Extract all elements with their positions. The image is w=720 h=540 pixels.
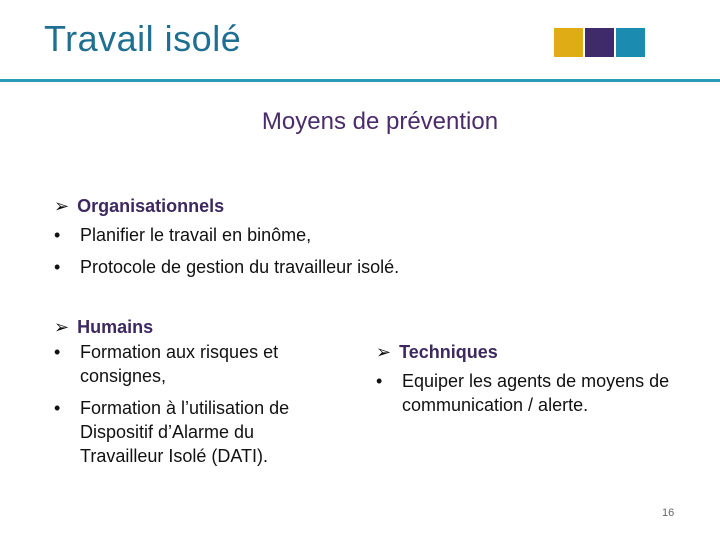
heading-text: Organisationnels — [77, 196, 225, 216]
brand-square-yellow — [554, 28, 583, 57]
slide-title: Travail isolé — [44, 18, 242, 59]
section-organisational — [54, 196, 694, 279]
section-heading — [54, 317, 324, 338]
arrow-marker-icon: ➢ — [376, 342, 392, 362]
list-item — [54, 255, 694, 279]
brand-square-teal — [616, 28, 645, 57]
brand-squares — [554, 28, 645, 57]
bullet-icon: • — [54, 225, 61, 245]
list-item-text: Equiper les agents de moyens de communication / alerte. — [402, 371, 670, 415]
heading-text: Humains — [77, 317, 154, 337]
brand-square-purple — [585, 28, 614, 57]
page-number: 16 — [662, 507, 675, 519]
list-item — [376, 369, 696, 417]
bullet-icon: • — [54, 398, 61, 418]
bullet-icon: • — [376, 371, 383, 391]
bullet-icon: • — [54, 342, 61, 362]
bullet-icon: • — [54, 257, 61, 277]
arrow-marker-icon: ➢ — [54, 196, 70, 216]
header-rule — [0, 79, 720, 82]
list-item-text: Planifier le travail en binôme, — [80, 225, 312, 245]
list-item-text: Protocole de gestion du travailleur isolé. — [80, 257, 400, 277]
arrow-marker-icon: ➢ — [54, 317, 70, 337]
list-item — [54, 396, 324, 468]
list-item — [54, 223, 694, 247]
section-heading — [376, 342, 696, 363]
section-technical — [376, 342, 696, 417]
heading-text: Techniques — [399, 342, 498, 362]
list-item-text: Formation aux risques et consignes, — [80, 342, 279, 386]
section-human — [54, 317, 324, 468]
slide-subtitle: Moyens de prévention — [261, 108, 499, 135]
section-heading — [54, 196, 694, 217]
list-item-text: Formation à l’utilisation de Dispositif d’Alarme du Travailleur Isolé (DATI). — [80, 398, 290, 466]
list-item — [54, 340, 324, 388]
